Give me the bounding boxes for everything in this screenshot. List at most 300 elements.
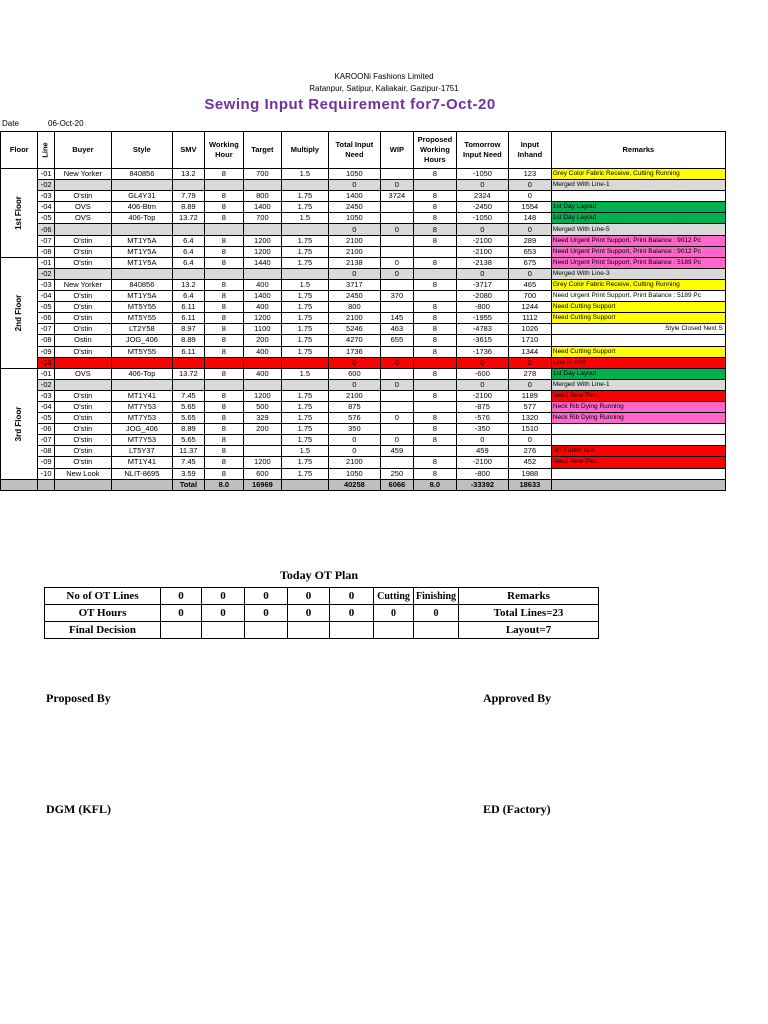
cell-buyer: O'stin (54, 401, 111, 412)
cell-line: -01 (38, 368, 54, 379)
cell-remarks: Line is stop (551, 357, 725, 368)
cell-proposed-hours: 8 (413, 346, 456, 357)
cell-wip: 655 (380, 335, 413, 346)
cell-tomorrow-need: -1736 (456, 346, 508, 357)
cell-target (243, 446, 281, 457)
cell-multiply: 1.5 (281, 279, 328, 290)
cell-total-input-need: 1050 (328, 169, 380, 180)
cell-target: 1200 (243, 313, 281, 324)
cell-line: -02 (38, 268, 54, 279)
cell-wip (380, 401, 413, 412)
floor-label: 3rd Floor (1, 368, 38, 479)
cell-tomorrow-need: 2324 (456, 191, 508, 202)
cell-multiply: 1.75 (281, 346, 328, 357)
cell-remarks: 1st Day Layout (551, 213, 725, 224)
company-header (0, 71, 768, 95)
cell-multiply (281, 268, 328, 279)
cell-buyer: O'stin (54, 246, 111, 257)
cell-tomorrow-need: -3717 (456, 279, 508, 290)
cell-target: 700 (243, 169, 281, 180)
table-row (1, 390, 726, 401)
cell-smv: 7.45 (172, 390, 204, 401)
cell-multiply: 1.5 (281, 169, 328, 180)
cell-smv: 5.65 (172, 413, 204, 424)
header-wip: WIP (380, 132, 413, 169)
cell-line: -08 (38, 446, 54, 457)
cell-smv: 6.4 (172, 246, 204, 257)
cell-remarks (551, 435, 725, 446)
cell-wip: 0 (380, 180, 413, 191)
cell-line: -03 (38, 390, 54, 401)
cell-wip: 250 (380, 468, 413, 479)
ot-plan-title: Today OT Plan (280, 568, 359, 582)
cell-proposed-hours (413, 446, 456, 457)
cell-wip (380, 279, 413, 290)
cell-wip: 370 (380, 291, 413, 302)
cell-style: NLIT-8695 (111, 468, 172, 479)
cell-remarks: 1st Day Layout (551, 368, 725, 379)
floor-label: 1st Floor (1, 169, 38, 258)
cell-buyer: O'stin (54, 346, 111, 357)
cell-total-input-need: 0 (328, 224, 380, 235)
cell-proposed-hours: 8 (413, 302, 456, 313)
cell-tomorrow-need: 0 (456, 224, 508, 235)
cell-inhand: 1344 (508, 346, 551, 357)
total-input-need: 40258 (328, 479, 380, 490)
cell-multiply: 1.75 (281, 202, 328, 213)
table-row (1, 235, 726, 246)
cell-smv (172, 379, 204, 390)
cell-multiply (281, 357, 328, 368)
table-row (1, 180, 726, 191)
cell-multiply: 1.75 (281, 435, 328, 446)
cell-wip (380, 457, 413, 468)
cell-line: -06 (38, 224, 54, 235)
cell-style: GL4Y31 (111, 191, 172, 202)
cell-style: 406-Top (111, 213, 172, 224)
cell-line: -07 (38, 435, 54, 446)
cell-smv (172, 180, 204, 191)
cell-tomorrow-need: 0 (456, 180, 508, 191)
cell-proposed-hours: 8 (413, 335, 456, 346)
cell-target: 1400 (243, 291, 281, 302)
cell-proposed-hours: 8 (413, 169, 456, 180)
cell-target (243, 268, 281, 279)
cell-target: 400 (243, 346, 281, 357)
cell-proposed-hours (413, 268, 456, 279)
table-row (1, 446, 726, 457)
header-line: Line (38, 132, 54, 169)
cell-smv: 6.11 (172, 302, 204, 313)
cell-proposed-hours: 8 (413, 279, 456, 290)
cell-tomorrow-need: -2450 (456, 202, 508, 213)
cell-inhand: 1244 (508, 302, 551, 313)
cell-target: 1200 (243, 390, 281, 401)
cell-multiply (281, 180, 328, 191)
cell-remarks: Need Cutting Support (551, 302, 725, 313)
cell-tomorrow-need: -2138 (456, 257, 508, 268)
company-address: Ratanpur, Satipur, Kaliakair, Gazipur-1751 (309, 84, 459, 93)
cell-style: MT5Y55 (111, 302, 172, 313)
cell-target: 500 (243, 401, 281, 412)
cell-smv: 5.65 (172, 401, 204, 412)
cell-proposed-hours: 8 (413, 468, 456, 479)
cell-smv: 8.89 (172, 202, 204, 213)
cell-working-hour: 8 (204, 302, 243, 313)
cell-inhand: 0 (508, 357, 551, 368)
cell-proposed-hours (413, 357, 456, 368)
header-working-hour: Working Hour (204, 132, 243, 169)
ot-cell: 0 (330, 588, 374, 605)
cell-total-input-need: 576 (328, 413, 380, 424)
cell-remarks: Neck Rib Dying Running (551, 401, 725, 412)
cell-working-hour: 8 (204, 457, 243, 468)
cell-multiply: 1.75 (281, 302, 328, 313)
cell-inhand: 1189 (508, 390, 551, 401)
cell-working-hour: 8 (204, 390, 243, 401)
total-tomorrow-need: -33392 (456, 479, 508, 490)
cell-buyer: O'stin (54, 235, 111, 246)
cell-proposed-hours: 8 (413, 424, 456, 435)
total-proposed-hours: 8.0 (413, 479, 456, 490)
cell-line: -05 (38, 413, 54, 424)
ot-cell: No of OT Lines (45, 588, 161, 605)
cell-total-input-need: 0 (328, 268, 380, 279)
cell-wip (380, 346, 413, 357)
cell-proposed-hours (413, 180, 456, 191)
ot-cell: Total Lines=23 (459, 605, 599, 622)
cell-target: 1440 (243, 257, 281, 268)
cell-working-hour: 8 (204, 413, 243, 424)
cell-line: -02 (38, 379, 54, 390)
cell-proposed-hours: 8 (413, 213, 456, 224)
cell-line: -08 (38, 335, 54, 346)
cell-buyer: O'stin (54, 191, 111, 202)
cell-working-hour: 8 (204, 291, 243, 302)
cell-smv: 13.2 (172, 279, 204, 290)
cell-style: MT1Y5A (111, 235, 172, 246)
table-row (1, 324, 726, 335)
cell-remarks: Style Closed Next S (551, 324, 725, 335)
cell-working-hour: 8 (204, 257, 243, 268)
cell-buyer: OVS (54, 213, 111, 224)
cell-inhand: 1988 (508, 468, 551, 479)
cell-buyer (54, 268, 111, 279)
cell-smv: 13.2 (172, 169, 204, 180)
cell-tomorrow-need: -350 (456, 424, 508, 435)
cell-total-input-need: 1736 (328, 346, 380, 357)
cell-line: -04 (38, 202, 54, 213)
cell-smv: 6.4 (172, 257, 204, 268)
cell-target (243, 435, 281, 446)
cell-proposed-hours: 8 (413, 313, 456, 324)
cell-total-input-need: 1050 (328, 213, 380, 224)
cell-working-hour: 8 (204, 368, 243, 379)
ot-cell: 0 (161, 605, 202, 622)
cell-tomorrow-need: -1050 (456, 169, 508, 180)
cell-inhand: 0 (508, 379, 551, 390)
cell-style (111, 224, 172, 235)
cell-target: 200 (243, 424, 281, 435)
cell-tomorrow-need: -2100 (456, 390, 508, 401)
cell-inhand: 675 (508, 257, 551, 268)
cell-inhand: 1710 (508, 335, 551, 346)
cell-tomorrow-need: -576 (456, 413, 508, 424)
ot-cell: 0 (161, 588, 202, 605)
cell-multiply: 1.75 (281, 246, 328, 257)
cell-tomorrow-need: -2100 (456, 457, 508, 468)
cell-wip: 459 (380, 446, 413, 457)
cell-multiply: 1.75 (281, 313, 328, 324)
cell-smv: 13.72 (172, 213, 204, 224)
cell-buyer: New Yorker (54, 169, 111, 180)
cell-target: 1200 (243, 235, 281, 246)
cell-inhand: 1112 (508, 313, 551, 324)
cell-proposed-hours (413, 246, 456, 257)
cell-proposed-hours: 8 (413, 324, 456, 335)
ot-cell: Final Decision (45, 622, 161, 639)
cell-buyer: O'stin (54, 291, 111, 302)
cell-inhand: 1026 (508, 324, 551, 335)
total-wip: 6066 (380, 479, 413, 490)
cell-total-input-need: 0 (328, 446, 380, 457)
cell-smv: 8.97 (172, 324, 204, 335)
cell-total-input-need: 2138 (328, 257, 380, 268)
header-smv: SMV (172, 132, 204, 169)
cell-buyer: O'stin (54, 457, 111, 468)
cell-inhand: 577 (508, 401, 551, 412)
cell-wip (380, 213, 413, 224)
cell-line: -07 (38, 324, 54, 335)
table-row (1, 202, 726, 213)
cell-remarks: Merged With Line-1 (551, 379, 725, 390)
cell-target: 1200 (243, 457, 281, 468)
cell-smv: 13.72 (172, 368, 204, 379)
cell-total-input-need: 0 (328, 379, 380, 390)
cell-multiply: 1.75 (281, 335, 328, 346)
table-row (1, 457, 726, 468)
cell-inhand: 289 (508, 235, 551, 246)
cell-style: LT2Y58 (111, 324, 172, 335)
cell-target (243, 379, 281, 390)
cell-buyer (54, 379, 111, 390)
cell-tomorrow-need: -1955 (456, 313, 508, 324)
table-row (1, 346, 726, 357)
cell-total-input-need: 2100 (328, 457, 380, 468)
cell-target: 329 (243, 413, 281, 424)
cell-target: 400 (243, 368, 281, 379)
cell-wip: 0 (380, 379, 413, 390)
cell-tomorrow-need: -3615 (456, 335, 508, 346)
cell-style: MT1Y5A (111, 257, 172, 268)
cell-line: -10 (38, 357, 54, 368)
table-row (1, 213, 726, 224)
cell-style: MT7Y53 (111, 435, 172, 446)
table-row (1, 224, 726, 235)
cell-buyer: O'stin (54, 313, 111, 324)
header-multiply: Multiply (281, 132, 328, 169)
ot-cell: Remarks (459, 588, 599, 605)
cell-wip (380, 169, 413, 180)
ot-cell (288, 622, 330, 639)
cell-remarks: Need Cutting Support (551, 313, 725, 324)
cell-total-input-need: 1400 (328, 191, 380, 202)
cell-style: MT5Y55 (111, 346, 172, 357)
cell-remarks (551, 191, 725, 202)
cell-total-input-need: 4270 (328, 335, 380, 346)
table-row (1, 435, 726, 446)
table-header-row (1, 132, 726, 169)
cell-wip (380, 202, 413, 213)
table-row (1, 268, 726, 279)
cell-inhand: 452 (508, 457, 551, 468)
ot-cell (202, 622, 245, 639)
cell-tomorrow-need: -875 (456, 401, 508, 412)
cell-wip (380, 390, 413, 401)
cell-target: 800 (243, 191, 281, 202)
sewing-input-table (0, 131, 726, 491)
cell-style: LT5Y37 (111, 446, 172, 457)
cell-wip (380, 368, 413, 379)
cell-target: 600 (243, 468, 281, 479)
cell-tomorrow-need: -800 (456, 468, 508, 479)
cell-buyer: OVS (54, 202, 111, 213)
cell-remarks: Merged With Line-1 (551, 180, 725, 191)
cell-wip: 0 (380, 268, 413, 279)
page-title: Sewing Input Requirement for7-Oct-20 (204, 96, 496, 113)
cell-tomorrow-need: 0 (456, 379, 508, 390)
cell-inhand: 0 (508, 191, 551, 202)
table-row (1, 368, 726, 379)
cell-working-hour (204, 268, 243, 279)
cell-wip (380, 235, 413, 246)
total-row (1, 479, 726, 490)
cell-style (111, 379, 172, 390)
table-row (1, 379, 726, 390)
cell-style: 840856 (111, 279, 172, 290)
cell-working-hour (204, 379, 243, 390)
cell-inhand: 700 (508, 291, 551, 302)
cell-smv: 7.45 (172, 457, 204, 468)
cell-wip: 0 (380, 435, 413, 446)
cell-smv: 6.11 (172, 313, 204, 324)
cell-smv: 6.4 (172, 291, 204, 302)
approved-by-label: Approved By (483, 691, 552, 705)
cell-buyer (54, 180, 111, 191)
cell-working-hour: 8 (204, 191, 243, 202)
cell-proposed-hours: 8 (413, 413, 456, 424)
cell-total-input-need: 2100 (328, 235, 380, 246)
cell-working-hour (204, 224, 243, 235)
cell-remarks: Need Urgent Print Support, Print Balance : 5189 Pc (551, 257, 725, 268)
cell-target: 1400 (243, 202, 281, 213)
cell-remarks (551, 424, 725, 435)
cell-total-input-need: 800 (328, 302, 380, 313)
cell-smv: 5.65 (172, 435, 204, 446)
cell-inhand: 0 (508, 224, 551, 235)
table-row (1, 257, 726, 268)
cell-multiply: 1.75 (281, 291, 328, 302)
cell-proposed-hours: 8 (413, 257, 456, 268)
cell-multiply: 1.75 (281, 235, 328, 246)
table-row (1, 302, 726, 313)
cell-wip: 3724 (380, 191, 413, 202)
table-row (1, 468, 726, 479)
cell-buyer (54, 357, 111, 368)
cell-line: -02 (38, 180, 54, 191)
cell-inhand: 0 (508, 180, 551, 191)
cell-total-input-need: 350 (328, 424, 380, 435)
cell-working-hour: 8 (204, 169, 243, 180)
cell-working-hour (204, 357, 243, 368)
cell-buyer: Ostin (54, 335, 111, 346)
cell-proposed-hours (413, 291, 456, 302)
cell-smv (172, 357, 204, 368)
cell-target: 400 (243, 279, 281, 290)
cell-tomorrow-need: -4783 (456, 324, 508, 335)
cell-tomorrow-need: 459 (456, 446, 508, 457)
cell-buyer (54, 224, 111, 235)
cell-tomorrow-need: 0 (456, 435, 508, 446)
cell-remarks: Need New Plan (551, 390, 725, 401)
ot-cell (414, 622, 459, 639)
cell-style: MT1Y5A (111, 291, 172, 302)
cell-remarks: Need New Plan (551, 457, 725, 468)
table-row (1, 169, 726, 180)
table-row (1, 357, 726, 368)
cell-multiply: 1.75 (281, 457, 328, 468)
cell-wip (380, 424, 413, 435)
cell-multiply: 1.5 (281, 368, 328, 379)
cell-smv (172, 268, 204, 279)
cell-style: MT1Y41 (111, 390, 172, 401)
cell-proposed-hours: 8 (413, 191, 456, 202)
cell-wip: 0 (380, 413, 413, 424)
cell-smv: 8.89 (172, 335, 204, 346)
cell-inhand: 148 (508, 213, 551, 224)
cell-style: 406-Top (111, 368, 172, 379)
cell-line: -05 (38, 302, 54, 313)
cell-line: -09 (38, 346, 54, 357)
cell-multiply: 1.75 (281, 401, 328, 412)
cell-inhand: 278 (508, 368, 551, 379)
ot-cell: 0 (288, 605, 330, 622)
cell-total-input-need: 5246 (328, 324, 380, 335)
cell-line: -09 (38, 457, 54, 468)
table-row (1, 424, 726, 435)
cell-total-input-need: 600 (328, 368, 380, 379)
cell-style: 840856 (111, 169, 172, 180)
table-row (1, 313, 726, 324)
table-row (1, 335, 726, 346)
ot-cell: 0 (202, 588, 245, 605)
cell-line: -07 (38, 235, 54, 246)
cell-line: -06 (38, 424, 54, 435)
cell-total-input-need: 2100 (328, 246, 380, 257)
header-input-inhand: Input Inhand (508, 132, 551, 169)
cell-target: 200 (243, 335, 281, 346)
cell-buyer: OVS (54, 368, 111, 379)
cell-wip (380, 246, 413, 257)
cell-wip: 463 (380, 324, 413, 335)
ot-cell: Cutting (374, 588, 414, 605)
cell-multiply: 1.75 (281, 390, 328, 401)
cell-line: -01 (38, 257, 54, 268)
cell-buyer: O'stin (54, 324, 111, 335)
cell-smv: 7.79 (172, 191, 204, 202)
cell-style: JOG_406 (111, 335, 172, 346)
cell-multiply: 1.5 (281, 213, 328, 224)
